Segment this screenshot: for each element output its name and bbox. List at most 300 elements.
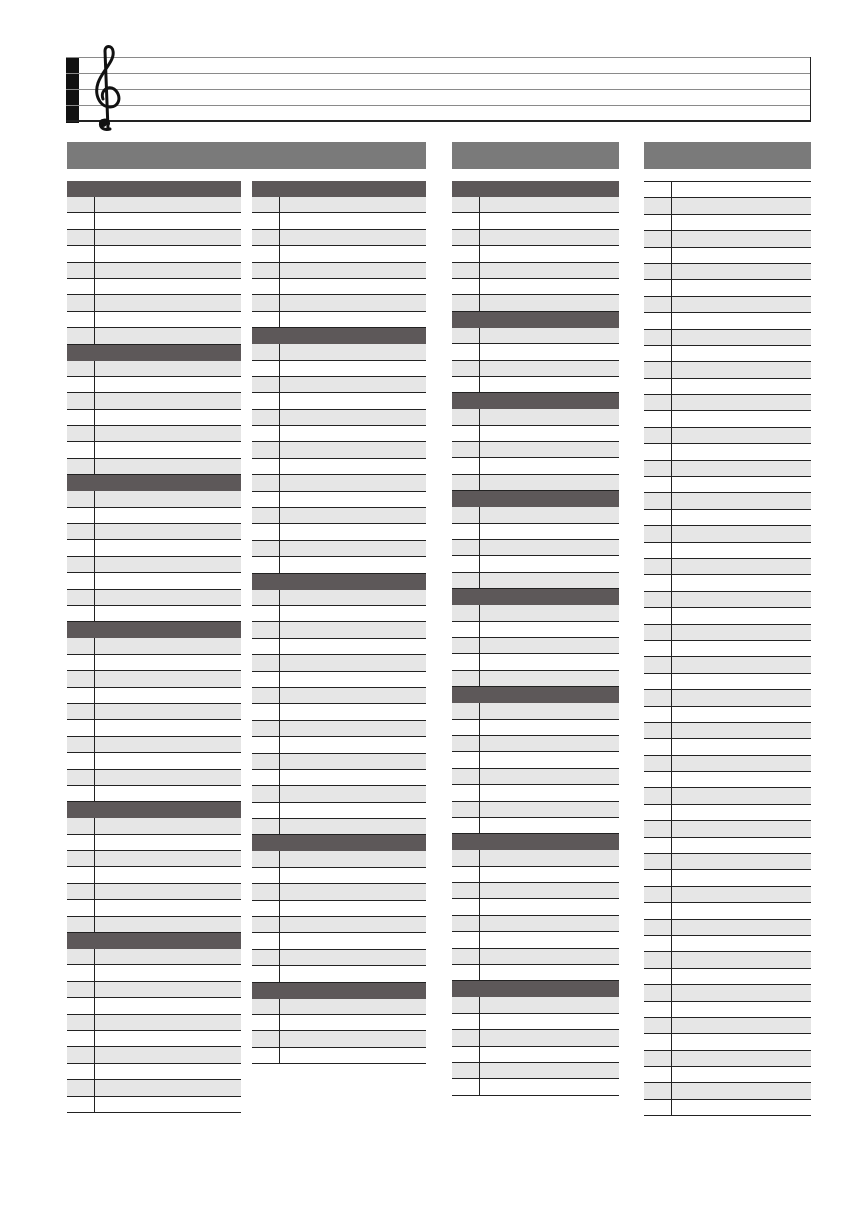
row-number-cell: [644, 1083, 672, 1098]
row-number-cell: [252, 1048, 280, 1063]
row-number-cell: [644, 625, 672, 640]
row-number-cell: [252, 639, 280, 654]
table-row: [644, 198, 811, 214]
table-row: [452, 622, 619, 638]
table-row: [252, 606, 426, 622]
section-header: [452, 181, 619, 197]
table-row: [644, 854, 811, 870]
table-row: [644, 739, 811, 755]
table-row: [644, 1018, 811, 1034]
row-number-cell: [644, 1034, 672, 1049]
list-column-4: [644, 181, 811, 1116]
staff-line: [66, 120, 811, 122]
row-number-cell: [67, 230, 95, 245]
row-number-cell: [252, 295, 280, 310]
table-row: [644, 870, 811, 886]
row-number-cell: [67, 835, 95, 850]
row-number-cell: [644, 903, 672, 918]
table-row: [644, 297, 811, 313]
table-row: [252, 213, 426, 229]
table-row: [252, 950, 426, 966]
row-number-cell: [452, 769, 480, 784]
section-header: [67, 475, 241, 491]
table-row: [252, 901, 426, 917]
table-row: [452, 361, 619, 377]
table-row: [252, 786, 426, 802]
table-row: [252, 933, 426, 949]
table-row: [644, 346, 811, 362]
table-row: [452, 263, 619, 279]
table-row: [452, 1079, 619, 1095]
row-number-cell: [644, 788, 672, 803]
row-number-cell: [252, 966, 280, 981]
table-row: [644, 756, 811, 772]
row-number-cell: [252, 230, 280, 245]
table-row: [452, 1047, 619, 1063]
table-row: [452, 556, 619, 572]
table-row: [452, 507, 619, 523]
section-banner-right: [644, 142, 811, 169]
table-row: [252, 1031, 426, 1047]
table-row: [67, 246, 241, 262]
row-number-cell: [452, 442, 480, 457]
table-row: [252, 344, 426, 360]
row-number-cell: [252, 786, 280, 801]
row-number-cell: [67, 508, 95, 523]
table-row: [644, 772, 811, 788]
table-row: [252, 672, 426, 688]
row-number-cell: [67, 590, 95, 605]
row-number-cell: [452, 1047, 480, 1062]
table-row: [644, 690, 811, 706]
table-row: [252, 541, 426, 557]
row-number-cell: [67, 704, 95, 719]
row-number-cell: [452, 850, 480, 865]
table-row: [67, 867, 241, 883]
row-number-cell: [252, 344, 280, 359]
table-row: [644, 477, 811, 493]
row-number-cell: [67, 573, 95, 588]
row-number-cell: [644, 264, 672, 279]
row-number-cell: [644, 575, 672, 590]
row-number-cell: [67, 540, 95, 555]
row-number-cell: [644, 198, 672, 213]
row-number-cell: [67, 867, 95, 882]
row-number-cell: [67, 1064, 95, 1079]
section-header: [452, 393, 619, 409]
table-row: [252, 475, 426, 491]
table-row: [252, 279, 426, 295]
row-number-cell: [644, 330, 672, 345]
table-row: [67, 1097, 241, 1113]
row-number-cell: [644, 346, 672, 361]
table-row: [644, 395, 811, 411]
row-number-cell: [67, 818, 95, 833]
table-row: [67, 917, 241, 933]
table-row: [452, 540, 619, 556]
row-number-cell: [252, 410, 280, 425]
row-number-cell: [67, 1080, 95, 1095]
row-number-cell: [452, 344, 480, 359]
table-row: [252, 524, 426, 540]
table-row: [252, 230, 426, 246]
section-header: [452, 589, 619, 605]
row-number-cell: [452, 916, 480, 931]
table-row: [644, 887, 811, 903]
table-row: [644, 510, 811, 526]
row-number-cell: [644, 952, 672, 967]
row-number-cell: [452, 720, 480, 735]
row-number-cell: [452, 1079, 480, 1094]
staff-end-bar: [810, 57, 811, 122]
row-number-cell: [67, 246, 95, 261]
row-number-cell: [644, 674, 672, 689]
table-row: [252, 737, 426, 753]
row-number-cell: [452, 949, 480, 964]
table-row: [644, 444, 811, 460]
row-number-cell: [644, 821, 672, 836]
table-row: [644, 461, 811, 477]
table-row: [452, 295, 619, 311]
row-number-cell: [644, 248, 672, 263]
row-number-cell: [252, 737, 280, 752]
table-row: [452, 409, 619, 425]
row-number-cell: [252, 213, 280, 228]
row-number-cell: [452, 230, 480, 245]
row-number-cell: [252, 361, 280, 376]
table-row: [452, 802, 619, 818]
row-number-cell: [644, 592, 672, 607]
table-row: [252, 655, 426, 671]
music-staff-header: [66, 55, 811, 123]
row-number-cell: [644, 1018, 672, 1033]
row-number-cell: [452, 377, 480, 392]
table-row: [67, 884, 241, 900]
table-row: [644, 248, 811, 264]
row-number-cell: [252, 672, 280, 687]
row-number-cell: [644, 428, 672, 443]
row-number-cell: [452, 932, 480, 947]
row-number-cell: [644, 707, 672, 722]
table-row: [644, 379, 811, 395]
row-number-cell: [252, 393, 280, 408]
row-number-cell: [644, 1100, 672, 1115]
section-banner-left: [67, 142, 426, 169]
row-number-cell: [67, 688, 95, 703]
row-number-cell: [67, 295, 95, 310]
row-number-cell: [67, 982, 95, 997]
row-number-cell: [67, 361, 95, 376]
table-row: [67, 573, 241, 589]
staff-line: [66, 57, 811, 58]
row-number-cell: [252, 851, 280, 866]
row-number-cell: [452, 605, 480, 620]
table-row: [252, 868, 426, 884]
table-row: [67, 655, 241, 671]
row-number-cell: [67, 279, 95, 294]
row-number-cell: [644, 526, 672, 541]
row-number-cell: [452, 213, 480, 228]
table-row: [644, 608, 811, 624]
row-number-cell: [452, 263, 480, 278]
table-row: [452, 213, 619, 229]
table-row: [644, 493, 811, 509]
table-row: [644, 1100, 811, 1116]
table-row: [67, 442, 241, 458]
table-row: [644, 182, 811, 198]
row-number-cell: [67, 524, 95, 539]
row-number-cell: [644, 723, 672, 738]
table-row: [67, 704, 241, 720]
section-header: [67, 802, 241, 818]
row-number-cell: [644, 461, 672, 476]
table-row: [452, 573, 619, 589]
table-row: [452, 916, 619, 932]
table-row: [452, 197, 619, 213]
row-number-cell: [452, 703, 480, 718]
row-number-cell: [452, 883, 480, 898]
table-row: [252, 721, 426, 737]
treble-clef-icon: [88, 43, 128, 133]
table-row: [67, 835, 241, 851]
row-number-cell: [252, 606, 280, 621]
table-row: [452, 752, 619, 768]
row-number-cell: [452, 997, 480, 1012]
table-row: [452, 475, 619, 491]
row-number-cell: [452, 736, 480, 751]
row-number-cell: [252, 721, 280, 736]
row-number-cell: [452, 965, 480, 980]
staff-line: [66, 105, 811, 106]
row-number-cell: [67, 900, 95, 915]
table-row: [644, 805, 811, 821]
table-row: [644, 641, 811, 657]
table-row: [452, 1014, 619, 1030]
row-number-cell: [252, 263, 280, 278]
row-number-cell: [67, 638, 95, 653]
row-number-cell: [67, 1047, 95, 1062]
table-row: [67, 279, 241, 295]
table-row: [67, 818, 241, 834]
row-number-cell: [67, 491, 95, 506]
table-row: [67, 230, 241, 246]
table-row: [644, 1083, 811, 1099]
row-number-cell: [644, 297, 672, 312]
row-number-cell: [644, 887, 672, 902]
table-row: [452, 703, 619, 719]
table-row: [644, 969, 811, 985]
row-number-cell: [644, 690, 672, 705]
table-row: [252, 197, 426, 213]
table-row: [67, 786, 241, 802]
section-header: [452, 312, 619, 328]
table-row: [67, 295, 241, 311]
table-row: [452, 230, 619, 246]
table-row: [644, 657, 811, 673]
table-row: [452, 279, 619, 295]
table-row: [67, 491, 241, 507]
row-number-cell: [67, 197, 95, 212]
table-row: [67, 213, 241, 229]
table-row: [644, 625, 811, 641]
row-number-cell: [252, 1015, 280, 1030]
table-row: [644, 1051, 811, 1067]
table-row: [67, 1064, 241, 1080]
table-row: [252, 688, 426, 704]
row-number-cell: [67, 965, 95, 980]
table-row: [644, 313, 811, 329]
staff-line: [66, 89, 811, 90]
table-row: [67, 312, 241, 328]
row-number-cell: [644, 920, 672, 935]
row-number-cell: [252, 541, 280, 556]
table-row: [252, 754, 426, 770]
staff-bar: [66, 57, 79, 123]
row-number-cell: [452, 1014, 480, 1029]
table-row: [452, 949, 619, 965]
row-number-cell: [67, 606, 95, 621]
table-row: [67, 524, 241, 540]
row-number-cell: [252, 901, 280, 916]
table-row: [452, 997, 619, 1013]
table-row: [644, 526, 811, 542]
section-header: [452, 687, 619, 703]
table-row: [252, 246, 426, 262]
row-number-cell: [252, 933, 280, 948]
table-row: [644, 1002, 811, 1018]
row-number-cell: [252, 999, 280, 1014]
row-number-cell: [644, 936, 672, 951]
table-row: [644, 723, 811, 739]
table-row: [252, 361, 426, 377]
list-column-2: [252, 181, 426, 1064]
table-row: [67, 737, 241, 753]
row-number-cell: [67, 770, 95, 785]
table-row: [644, 1067, 811, 1083]
table-row: [644, 936, 811, 952]
row-number-cell: [252, 950, 280, 965]
row-number-cell: [252, 770, 280, 785]
table-row: [644, 330, 811, 346]
table-row: [67, 998, 241, 1014]
row-number-cell: [252, 688, 280, 703]
table-row: [644, 411, 811, 427]
table-row: [452, 736, 619, 752]
row-number-cell: [644, 657, 672, 672]
table-row: [67, 753, 241, 769]
row-number-cell: [252, 426, 280, 441]
row-number-cell: [252, 590, 280, 605]
table-row: [67, 720, 241, 736]
table-row: [252, 508, 426, 524]
table-row: [67, 770, 241, 786]
row-number-cell: [452, 573, 480, 588]
row-number-cell: [252, 312, 280, 327]
row-number-cell: [644, 559, 672, 574]
table-row: [252, 803, 426, 819]
row-number-cell: [67, 410, 95, 425]
row-number-cell: [452, 802, 480, 817]
table-row: [252, 622, 426, 638]
row-number-cell: [252, 917, 280, 932]
row-number-cell: [67, 263, 95, 278]
row-number-cell: [644, 1067, 672, 1082]
section-header: [67, 181, 241, 197]
table-row: [252, 851, 426, 867]
row-number-cell: [452, 654, 480, 669]
table-row: [452, 1063, 619, 1079]
table-row: [67, 361, 241, 377]
table-row: [252, 884, 426, 900]
table-row: [452, 899, 619, 915]
row-number-cell: [452, 818, 480, 833]
table-row: [644, 559, 811, 575]
row-number-cell: [452, 785, 480, 800]
table-row: [452, 785, 619, 801]
section-header: [67, 933, 241, 949]
section-header: [252, 328, 426, 344]
row-number-cell: [644, 362, 672, 377]
row-number-cell: [452, 622, 480, 637]
row-number-cell: [67, 459, 95, 474]
table-row: [67, 982, 241, 998]
row-number-cell: [67, 1031, 95, 1046]
table-row: [644, 707, 811, 723]
table-row: [67, 508, 241, 524]
table-row: [67, 900, 241, 916]
row-number-cell: [452, 328, 480, 343]
row-number-cell: [67, 884, 95, 899]
row-number-cell: [452, 507, 480, 522]
row-number-cell: [67, 655, 95, 670]
row-number-cell: [67, 786, 95, 801]
row-number-cell: [452, 540, 480, 555]
table-row: [644, 920, 811, 936]
row-number-cell: [67, 377, 95, 392]
table-row: [644, 674, 811, 690]
table-row: [452, 605, 619, 621]
row-number-cell: [252, 377, 280, 392]
table-row: [252, 704, 426, 720]
section-header: [252, 835, 426, 851]
table-row: [252, 819, 426, 835]
row-number-cell: [644, 870, 672, 885]
row-number-cell: [67, 737, 95, 752]
row-number-cell: [644, 805, 672, 820]
section-header: [452, 491, 619, 507]
row-number-cell: [252, 492, 280, 507]
table-row: [644, 428, 811, 444]
table-row: [644, 903, 811, 919]
row-number-cell: [252, 622, 280, 637]
row-number-cell: [252, 868, 280, 883]
row-number-cell: [452, 197, 480, 212]
row-number-cell: [644, 411, 672, 426]
row-number-cell: [644, 985, 672, 1000]
row-number-cell: [67, 393, 95, 408]
row-number-cell: [252, 475, 280, 490]
row-number-cell: [252, 704, 280, 719]
row-number-cell: [644, 379, 672, 394]
row-number-cell: [452, 475, 480, 490]
table-row: [252, 295, 426, 311]
table-row: [252, 639, 426, 655]
row-number-cell: [452, 524, 480, 539]
row-number-cell: [644, 838, 672, 853]
staff-line: [66, 73, 811, 74]
row-number-cell: [452, 671, 480, 686]
table-row: [452, 671, 619, 687]
